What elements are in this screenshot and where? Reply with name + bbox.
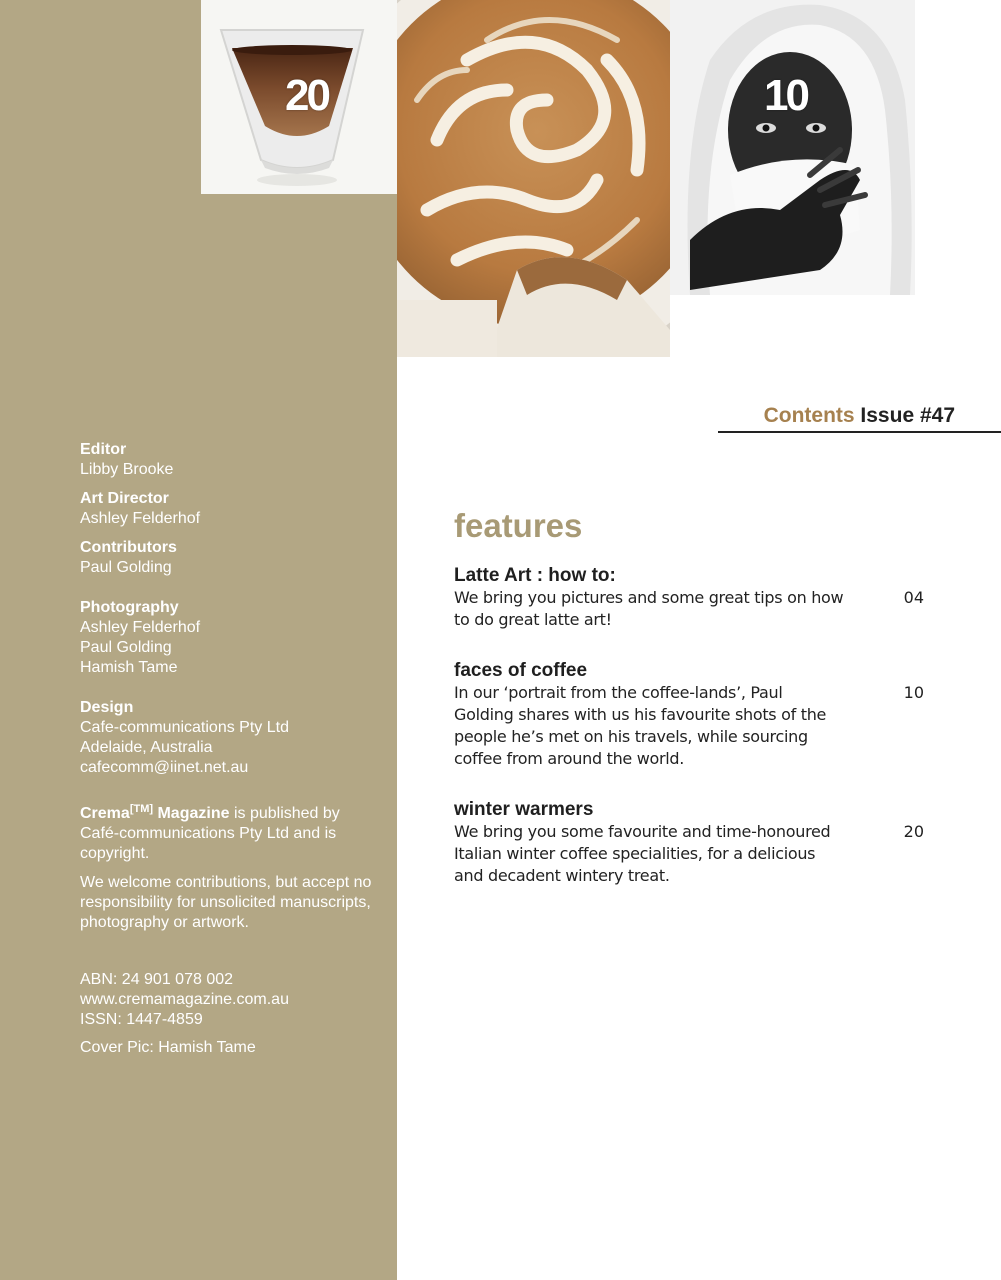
feature-entry[interactable] [454, 799, 934, 887]
credit-name: Libby Brooke [80, 461, 174, 478]
credit-contributors [80, 538, 380, 578]
credit-role: Editor [80, 441, 127, 458]
credit-name: Ashley Felderhof [80, 510, 201, 527]
issn-number: ISSN: 1447-4859 [80, 1011, 203, 1028]
credit-role: Design [80, 699, 134, 716]
credit-name: Hamish Tame [80, 659, 178, 676]
magazine-word: Magazine [153, 805, 230, 822]
features-heading: features [454, 507, 583, 544]
latte-art-image [397, 0, 670, 357]
design-email: cafecomm@iinet.net.au [80, 759, 249, 776]
credit-role: Contributors [80, 539, 177, 556]
credit-editor [80, 440, 380, 480]
credit-name: Paul Golding [80, 559, 172, 576]
feature-description: We bring you some favourite and time-honoured Italian winter coffee specialities, for a delicious and decadent wintery treat. [454, 822, 831, 885]
credit-name: Paul Golding [80, 639, 172, 656]
feature-entry[interactable] [454, 565, 934, 631]
website-link[interactable]: www.cremamagazine.com.au [80, 991, 289, 1008]
trademark-mark: [TM] [129, 803, 154, 815]
publisher-text: is published by Café-communications Pty Ltd and is copyright. [80, 805, 340, 862]
credits-block [80, 440, 380, 1058]
feature-entry[interactable] [454, 660, 934, 770]
brand-name: Crema [80, 805, 130, 822]
issue-number: Issue #47 [860, 404, 955, 427]
contents-title [764, 404, 955, 428]
coffee-glass-photo [201, 0, 398, 194]
page-number-overlay: 10 [764, 71, 807, 120]
contributions-text: We welcome contributions, but accept no responsibility for unsolicited manuscripts, photography or artwork. [80, 874, 372, 931]
credit-name: Ashley Felderhof [80, 619, 201, 636]
publisher-statement [80, 804, 380, 864]
design-line: Adelaide, Australia [80, 739, 213, 756]
feature-title: Latte Art : how to: [454, 565, 616, 586]
legal-info [80, 970, 380, 1058]
feature-page-number: 10 [903, 683, 924, 702]
feature-title: winter warmers [454, 799, 594, 820]
credit-role: Art Director [80, 490, 169, 507]
latte-art-photo [397, 0, 670, 357]
abn-number: ABN: 24 901 078 002 [80, 971, 234, 988]
credit-role: Photography [80, 599, 179, 616]
publisher-notice [80, 804, 380, 933]
contents-word: Contents [763, 404, 855, 427]
design-line: Cafe-communications Pty Ltd [80, 719, 289, 736]
feature-description: We bring you pictures and some great tips on how to do great latte art! [454, 588, 844, 629]
portrait-photo [670, 0, 915, 295]
page-number-overlay: 20 [285, 71, 328, 120]
feature-title: faces of coffee [454, 660, 588, 681]
credit-photography [80, 598, 380, 678]
feature-description: In our ‘portrait from the coffee-lands’, Paul Golding shares with us his favourite shots of the people he’s met on his travels, while sourcing coffee from around the world. [454, 683, 827, 768]
feature-page-number: 20 [903, 822, 924, 841]
credit-art-director [80, 489, 380, 529]
feature-page-number: 04 [903, 588, 924, 607]
cover-pic-credit: Cover Pic: Hamish Tame [80, 1039, 256, 1056]
portrait-image [670, 0, 915, 295]
credit-design [80, 698, 380, 778]
contents-header [718, 404, 1001, 433]
